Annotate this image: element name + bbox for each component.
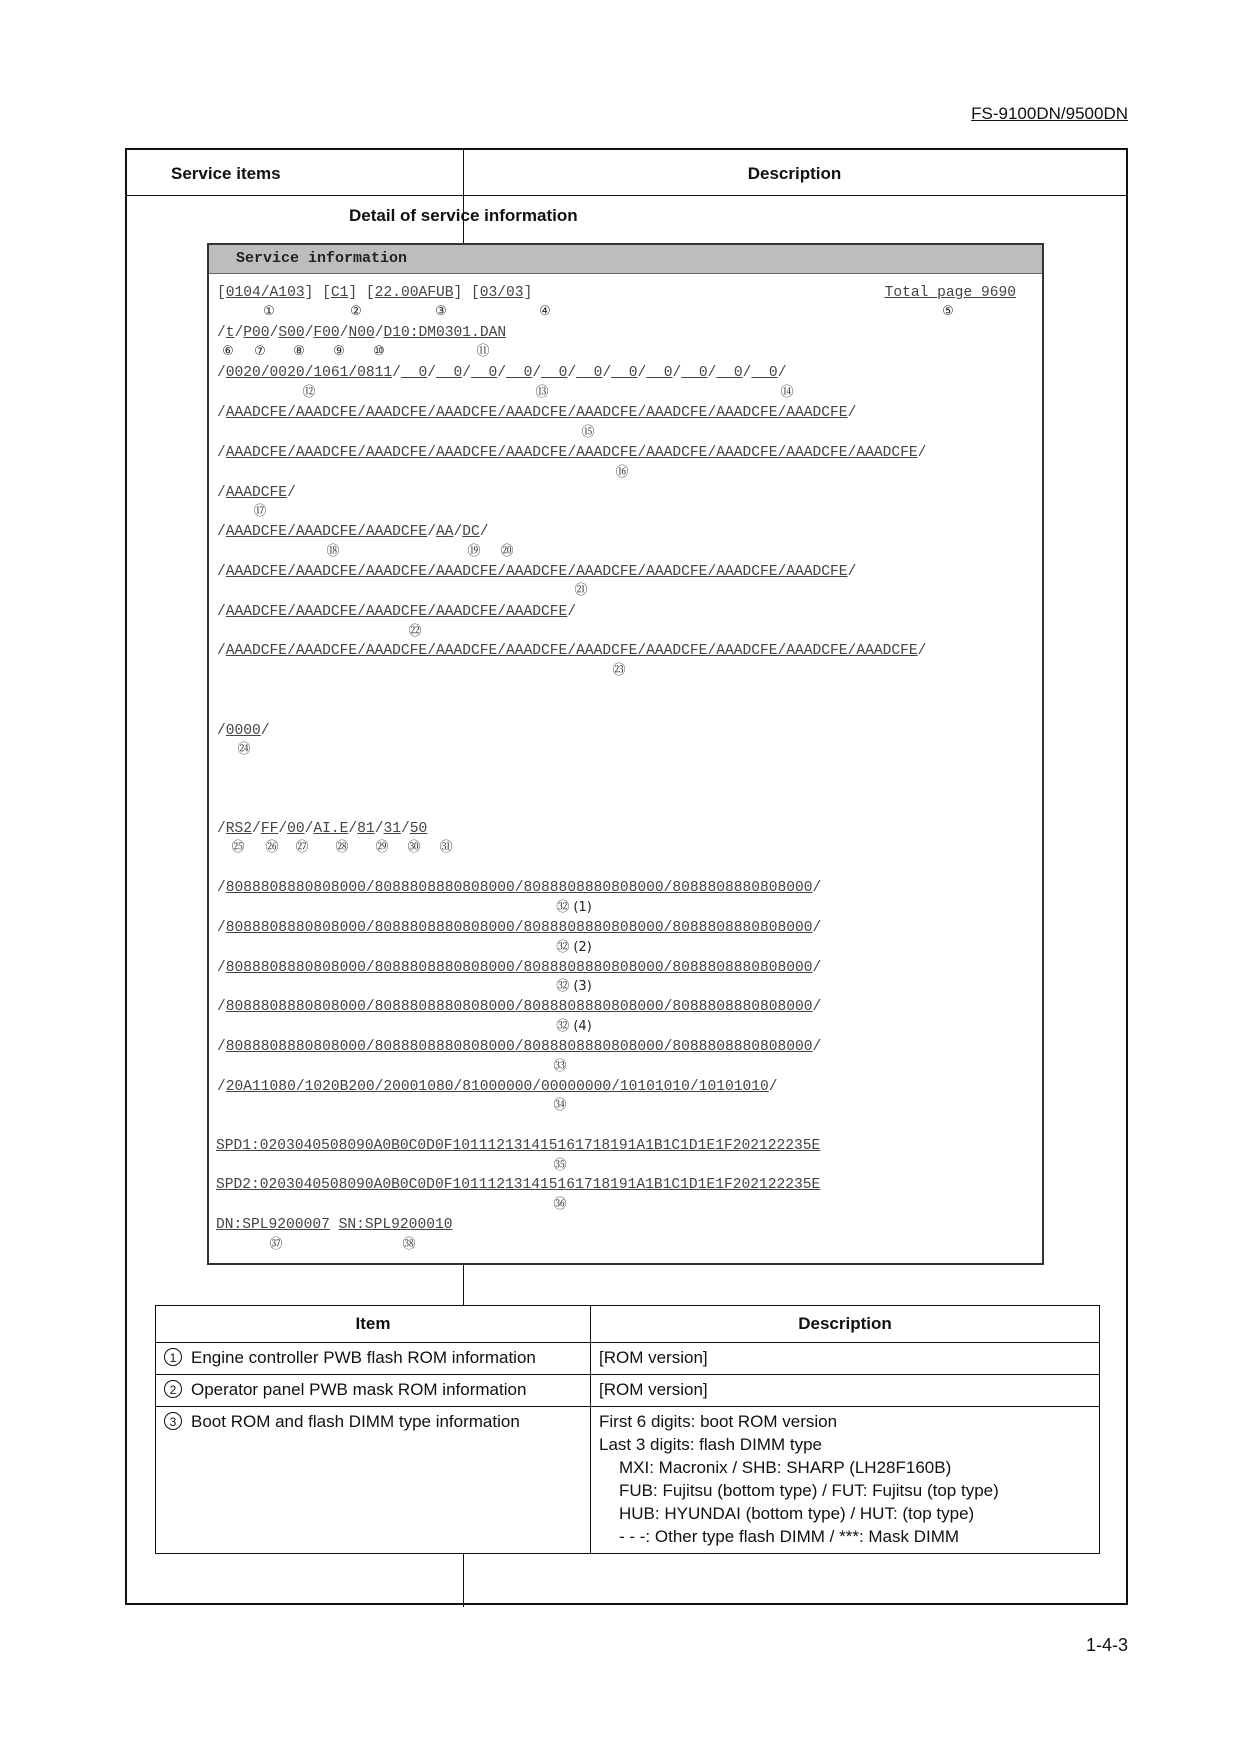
callout-12: ⑫	[302, 385, 316, 400]
info-line-32-2: /8088808880808000/8088808880808000/8088808880808000/8088808880808000/	[217, 920, 822, 936]
spd1-line: SPD1:0203040508090A0B0C0D0F101112131415161718191A1B1C1D1E1F202122235E	[216, 1138, 821, 1154]
item-label: Boot ROM and flash DIMM type information	[191, 1412, 520, 1431]
callout-14: ⑭	[780, 385, 794, 400]
callout-32-2: ㉜ (2)	[556, 940, 592, 955]
callout-20: ⑳	[500, 544, 514, 559]
info-line-22: /AAADCFE/AAADCFE/AAADCFE/AAADCFE/AAADCFE/	[217, 604, 577, 620]
info-line-18: /AAADCFE/AAADCFE/AAADCFE/AA/DC/	[217, 524, 489, 540]
callout-2: ②	[350, 304, 362, 319]
callout-32-4: ㉜ (4)	[556, 1019, 592, 1034]
item-number-badge: 3	[164, 1412, 182, 1430]
callout-25: ㉕	[231, 840, 245, 855]
total-page-count: Total page 9690	[884, 285, 1016, 301]
callout-5: ⑤	[942, 304, 954, 319]
item-description-table	[155, 1305, 1100, 1554]
callout-21: ㉑	[574, 583, 588, 598]
info-line-25: /RS2/FF/00/AI.E/81/31/50	[217, 821, 428, 837]
callout-38: ㊳	[402, 1237, 416, 1252]
info-line-23: /AAADCFE/AAADCFE/AAADCFE/AAADCFE/AAADCFE/AAADCFE/AAADCFE/AAADCFE/AAADCFE/AAADCFE/	[217, 643, 927, 659]
callout-22: ㉒	[408, 624, 422, 639]
callout-37: ㊲	[269, 1237, 283, 1252]
info-line-17: /AAADCFE/	[217, 485, 296, 501]
service-info-printout	[207, 243, 1044, 1265]
callout-6: ⑥	[222, 344, 234, 359]
item-label: Operator panel PWB mask ROM information	[191, 1380, 527, 1399]
info-line-32-3: /8088808880808000/8088808880808000/8088808880808000/8088808880808000/	[217, 960, 822, 976]
description-line: First 6 digits: boot ROM version	[599, 1412, 838, 1431]
info-line-16: /AAADCFE/AAADCFE/AAADCFE/AAADCFE/AAADCFE/AAADCFE/AAADCFE/AAADCFE/AAADCFE/AAADCFE/	[217, 445, 927, 461]
page-number: 1-4-3	[1085, 1635, 1128, 1655]
callout-30: ㉚	[407, 840, 421, 855]
callout-32-1: ㉜ (1)	[556, 900, 592, 915]
table-header-description: Description	[591, 1306, 1100, 1343]
table-row	[156, 1407, 1100, 1554]
item-number-badge: 1	[164, 1348, 182, 1366]
detail-heading: Detail of service information	[349, 206, 578, 225]
description-line: HUB: HYUNDAI (bottom type) / HUT: (top type)	[619, 1504, 975, 1523]
table-row	[156, 1375, 1100, 1407]
callout-35: ㉟	[553, 1158, 567, 1173]
callout-7: ⑦	[254, 344, 266, 359]
callout-3: ③	[435, 304, 447, 319]
callout-11: ⑪	[476, 344, 490, 359]
callout-23: ㉓	[612, 663, 626, 678]
callout-16: ⑯	[615, 465, 629, 480]
spd2-line: SPD2:0203040508090A0B0C0D0F101112131415161718191A1B1C1D1E1F202122235E	[216, 1177, 821, 1193]
callout-32-3: ㉜ (3)	[556, 979, 592, 994]
description-line: FUB: Fujitsu (bottom type) / FUT: Fujitsu (top type)	[619, 1481, 999, 1500]
description-line: MXI: Macronix / SHB: SHARP (LH28F160B)	[619, 1458, 952, 1477]
callout-9: ⑨	[333, 344, 345, 359]
description-line: Last 3 digits: flash DIMM type	[599, 1435, 822, 1454]
callout-1: ①	[263, 304, 275, 319]
callout-33: ㉝	[553, 1059, 567, 1074]
callout-8: ⑧	[293, 344, 305, 359]
callout-17: ⑰	[253, 504, 267, 519]
dn-sn-line: DN:SPL9200007 SN:SPL9200010	[216, 1217, 453, 1233]
info-line-32-1: /8088808880808000/8088808880808000/8088808880808000/8088808880808000/	[217, 880, 822, 896]
info-line-15: /AAADCFE/AAADCFE/AAADCFE/AAADCFE/AAADCFE/AAADCFE/AAADCFE/AAADCFE/AAADCFE/	[217, 405, 857, 421]
callout-15: ⑮	[581, 425, 595, 440]
item-label: Engine controller PWB flash ROM information	[191, 1348, 536, 1367]
description-line: [ROM version]	[599, 1380, 708, 1399]
table-row	[156, 1343, 1100, 1375]
info-line-33: /8088808880808000/8088808880808000/8088808880808000/8088808880808000/	[217, 1039, 822, 1055]
table-header-item: Item	[156, 1306, 591, 1343]
callout-27: ㉗	[295, 840, 309, 855]
callout-10: ⑩	[373, 344, 385, 359]
callout-24: ㉔	[237, 742, 251, 757]
callout-18: ⑱	[326, 544, 340, 559]
info-line-2: /t/P00/S00/F00/N00/D10:DM0301.DAN	[217, 325, 507, 341]
info-line-34: /20A11080/1020B200/20001080/81000000/00000000/10101010/10101010/	[217, 1079, 778, 1095]
description-line: - - -: Other type flash DIMM / ***: Mask DIMM	[619, 1527, 960, 1546]
model-name: FS-9100DN/9500DN	[971, 104, 1128, 123]
info-line-21: /AAADCFE/AAADCFE/AAADCFE/AAADCFE/AAADCFE/AAADCFE/AAADCFE/AAADCFE/AAADCFE/	[217, 564, 857, 580]
column-header-service-items: Service items	[171, 164, 281, 183]
callout-26: ㉖	[265, 840, 279, 855]
callout-19: ⑲	[467, 544, 481, 559]
info-line-3: /0020/0020/1061/0811/ 0/ 0/ 0/ 0/ 0/ 0/ 0/ 0/ 0/ 0/ 0/	[217, 365, 787, 381]
info-line-1: [0104/A103] [C1] [22.00AFUB] [03/03]	[217, 285, 533, 301]
callout-29: ㉙	[375, 840, 389, 855]
callout-36: ㊱	[553, 1197, 567, 1212]
callout-13: ⑬	[535, 385, 549, 400]
service-info-title: Service information	[209, 245, 1042, 274]
header-divider	[127, 195, 1126, 196]
info-line-32-4: /8088808880808000/8088808880808000/8088808880808000/8088808880808000/	[217, 999, 822, 1015]
item-number-badge: 2	[164, 1380, 182, 1398]
info-line-24: /0000/	[217, 723, 270, 739]
callout-4: ④	[539, 304, 551, 319]
callout-31: ㉛	[439, 840, 453, 855]
column-header-description: Description	[747, 164, 842, 183]
description-line: [ROM version]	[599, 1348, 708, 1367]
callout-34: ㉞	[553, 1098, 567, 1113]
callout-28: ㉘	[335, 840, 349, 855]
